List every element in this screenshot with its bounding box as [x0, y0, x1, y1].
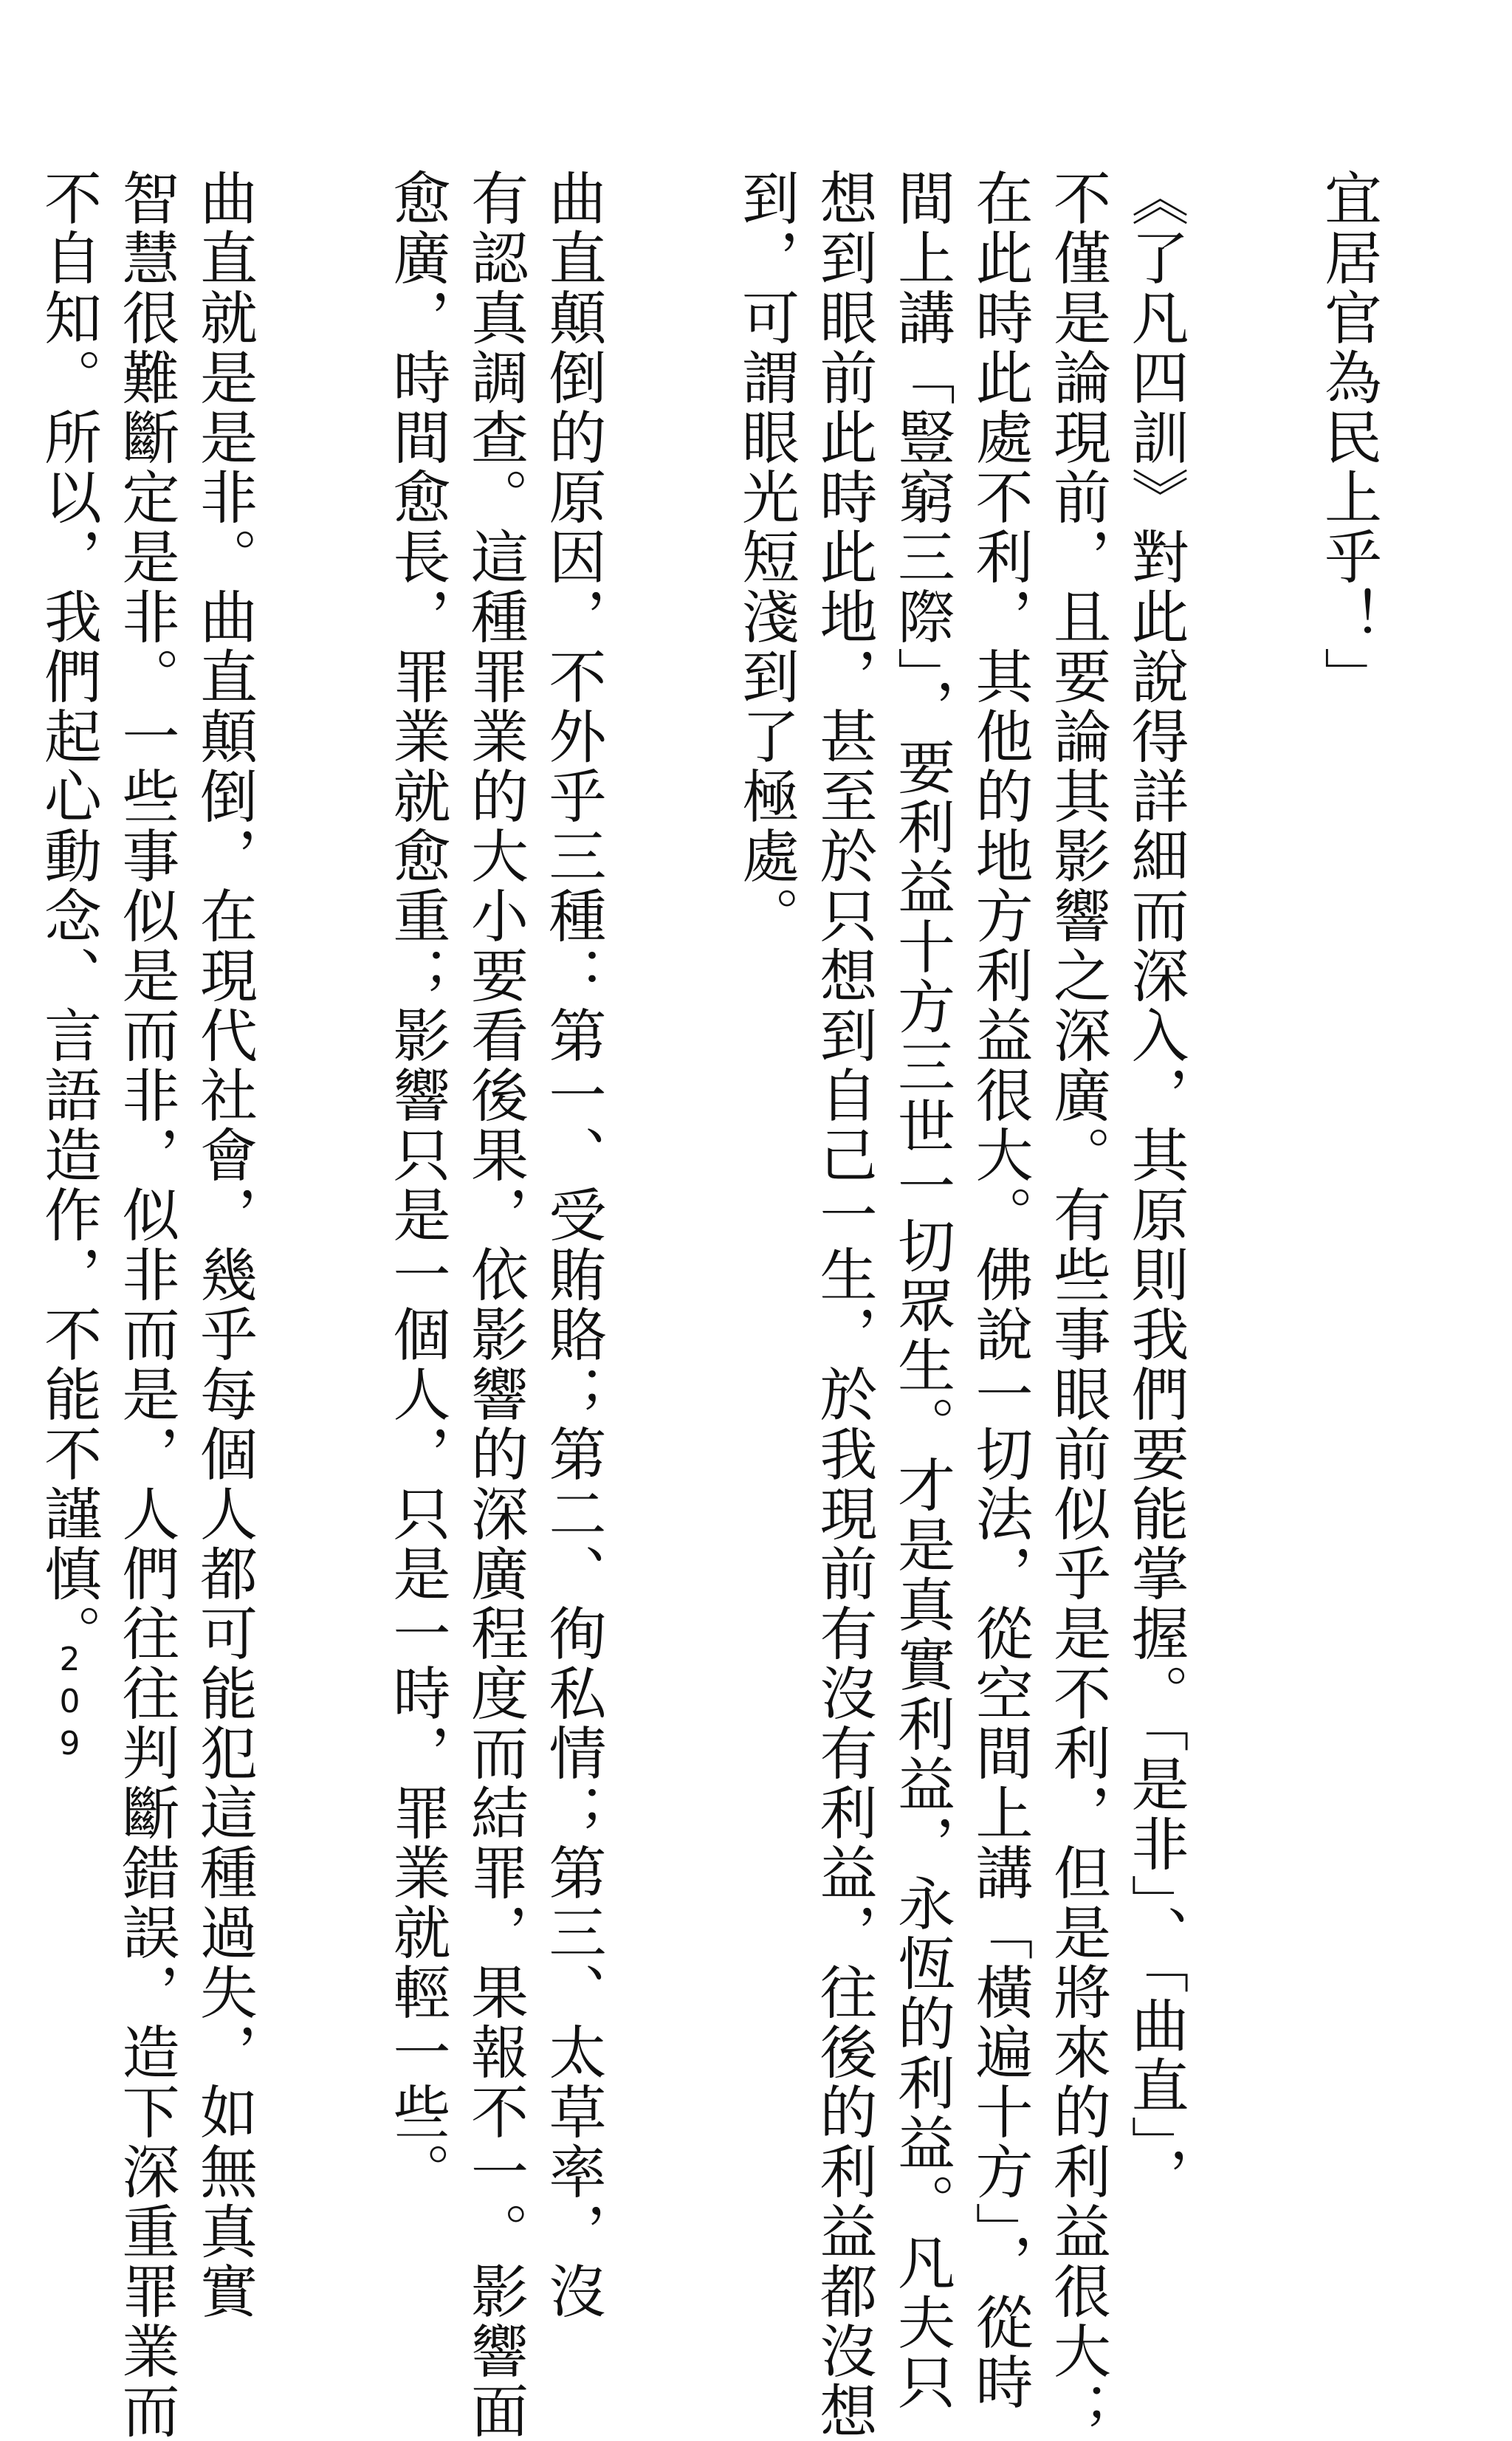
text-line: 到，可謂眼光短淺到了極處。 [732, 168, 799, 946]
text-line [0, 168, 29, 1955]
page-number: 209 [51, 1641, 89, 1767]
text-line: 愈廣，時間愈長，罪業就愈重；影響只是一個人，只是一時，罪業就輕一些。 [383, 168, 450, 2202]
text-line: 不僅是論現前，且要論其影響之深廣。有些事眼前似乎是不利，但是將來的利益很大； [1044, 168, 1110, 2441]
text-line: 曲直就是是非。曲直顛倒，在現代社會，幾乎每個人都可能犯這種過失，如無真實 [190, 168, 257, 2321]
text-line: 想到眼前此時此地，甚至於只想到自己一生，於我現前有沒有利益，往後的利益都沒想 [810, 168, 877, 2441]
text-line: 在此時此處不利，其他的地方利益很大。佛說一切法，從空間上講「橫遍十方」，從時 [966, 168, 1033, 2412]
text-line: 《了凡四訓》對此說得詳細而深入，其原則我們要能掌握。「是非」、「曲直」， [1121, 168, 1189, 2206]
text-line: 有認真調查。這種罪業的大小要看後果，依影響的深廣程度而結罪，果報不一。影響面 [461, 168, 528, 2441]
text-line: 智慧很難斷定是非。一些事似是而非，似非而是，人們往往判斷錯誤，造下深重罪業而 [112, 168, 179, 2441]
page-body [0, 168, 1386, 2441]
text-line: 間上講「豎窮三際」，要利益十方三世一切眾生。才是真實利益，永恆的利益。凡夫只 [888, 168, 955, 2412]
text-line: 宜居官為民上乎！」 [1315, 168, 1381, 707]
text-line: 不自知。所以，我們起心動念、言語造作，不能不謹慎。 [35, 168, 101, 1664]
text-line: 曲直顛倒的原因，不外乎三種：第一、受賄賂；第二、徇私情；第三、太草率，沒 [539, 168, 606, 2321]
